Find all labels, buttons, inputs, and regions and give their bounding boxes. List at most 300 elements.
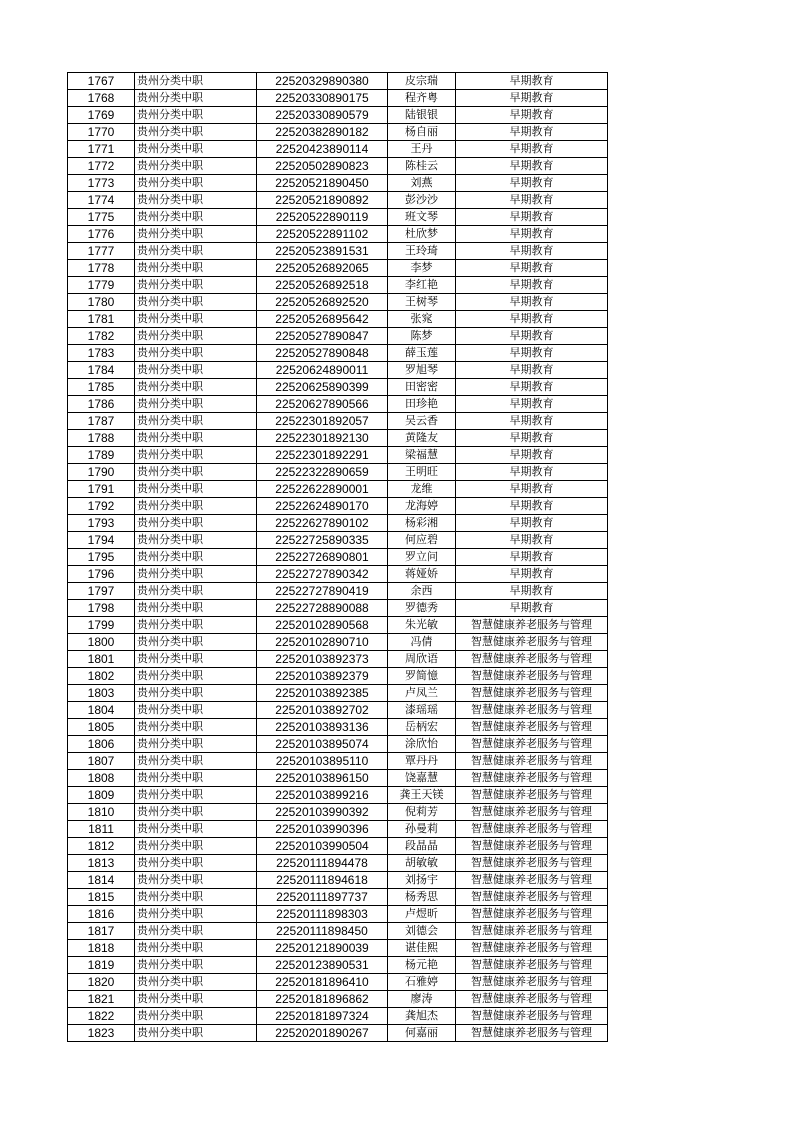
table-row [68, 600, 608, 617]
row-index: 1801 [68, 651, 135, 668]
table-row [68, 872, 608, 889]
exam-number-cell: 22520181897324 [257, 1008, 388, 1025]
row-index: 1770 [68, 124, 135, 141]
table-row [68, 974, 608, 991]
table-row [68, 753, 608, 770]
category-cell: 贵州分类中职 [135, 430, 257, 447]
table-row [68, 889, 608, 906]
student-name-cell: 薛玉莲 [388, 345, 456, 362]
exam-number-cell: 22520502890823 [257, 158, 388, 175]
row-index: 1808 [68, 770, 135, 787]
exam-number-cell: 22520526892518 [257, 277, 388, 294]
table-row [68, 719, 608, 736]
student-name-cell: 杨彩湘 [388, 515, 456, 532]
major-cell: 早期教育 [456, 396, 608, 413]
exam-number-cell: 22520526895642 [257, 311, 388, 328]
row-index: 1806 [68, 736, 135, 753]
student-name-cell: 龚旭杰 [388, 1008, 456, 1025]
exam-number-cell: 22520102890710 [257, 634, 388, 651]
category-cell: 贵州分类中职 [135, 277, 257, 294]
category-cell: 贵州分类中职 [135, 821, 257, 838]
row-index: 1795 [68, 549, 135, 566]
exam-number-cell: 22520522891102 [257, 226, 388, 243]
category-cell: 贵州分类中职 [135, 600, 257, 617]
row-index: 1775 [68, 209, 135, 226]
student-name-cell: 罗旭琴 [388, 362, 456, 379]
category-cell: 贵州分类中职 [135, 158, 257, 175]
major-cell: 早期教育 [456, 447, 608, 464]
category-cell: 贵州分类中职 [135, 413, 257, 430]
table-row [68, 702, 608, 719]
major-cell: 智慧健康养老服务与管理 [456, 838, 608, 855]
category-cell: 贵州分类中职 [135, 634, 257, 651]
major-cell: 智慧健康养老服务与管理 [456, 991, 608, 1008]
student-name-cell: 龙海婷 [388, 498, 456, 515]
student-name-cell: 蒋娅娇 [388, 566, 456, 583]
row-index: 1781 [68, 311, 135, 328]
category-cell: 贵州分类中职 [135, 175, 257, 192]
student-name-cell: 胡敏敏 [388, 855, 456, 872]
major-cell: 智慧健康养老服务与管理 [456, 974, 608, 991]
row-index: 1810 [68, 804, 135, 821]
student-table [67, 72, 608, 1042]
category-cell: 贵州分类中职 [135, 957, 257, 974]
student-name-cell: 周欣语 [388, 651, 456, 668]
student-name-cell: 王树琴 [388, 294, 456, 311]
table-row [68, 192, 608, 209]
major-cell: 智慧健康养老服务与管理 [456, 685, 608, 702]
table-row [68, 566, 608, 583]
row-index: 1769 [68, 107, 135, 124]
row-index: 1811 [68, 821, 135, 838]
row-index: 1820 [68, 974, 135, 991]
exam-number-cell: 22520382890182 [257, 124, 388, 141]
student-name-cell: 龚王天镁 [388, 787, 456, 804]
table-row [68, 73, 608, 90]
category-cell: 贵州分类中职 [135, 617, 257, 634]
exam-number-cell: 22520111894618 [257, 872, 388, 889]
table-row [68, 464, 608, 481]
category-cell: 贵州分类中职 [135, 770, 257, 787]
exam-number-cell: 22520103893136 [257, 719, 388, 736]
row-index: 1789 [68, 447, 135, 464]
table-row [68, 124, 608, 141]
exam-number-cell: 22520103990396 [257, 821, 388, 838]
category-cell: 贵州分类中职 [135, 685, 257, 702]
exam-number-cell: 22520111897737 [257, 889, 388, 906]
row-index: 1799 [68, 617, 135, 634]
exam-number-cell: 22520111894478 [257, 855, 388, 872]
table-row [68, 668, 608, 685]
category-cell: 贵州分类中职 [135, 906, 257, 923]
exam-number-cell: 22520521890450 [257, 175, 388, 192]
category-cell: 贵州分类中职 [135, 311, 257, 328]
category-cell: 贵州分类中职 [135, 141, 257, 158]
major-cell: 早期教育 [456, 413, 608, 430]
table-row [68, 787, 608, 804]
table-row [68, 991, 608, 1008]
student-name-cell: 王明旺 [388, 464, 456, 481]
table-row [68, 209, 608, 226]
table-row [68, 447, 608, 464]
exam-number-cell: 22522727890342 [257, 566, 388, 583]
category-cell: 贵州分类中职 [135, 498, 257, 515]
table-row [68, 532, 608, 549]
table-row [68, 804, 608, 821]
table-row [68, 855, 608, 872]
category-cell: 贵州分类中职 [135, 940, 257, 957]
row-index: 1800 [68, 634, 135, 651]
major-cell: 智慧健康养老服务与管理 [456, 617, 608, 634]
row-index: 1805 [68, 719, 135, 736]
exam-number-cell: 22520526892065 [257, 260, 388, 277]
table-row [68, 396, 608, 413]
table-row [68, 838, 608, 855]
category-cell: 贵州分类中职 [135, 345, 257, 362]
row-index: 1779 [68, 277, 135, 294]
student-name-cell: 杨元艳 [388, 957, 456, 974]
category-cell: 贵州分类中职 [135, 328, 257, 345]
exam-number-cell: 22520103892379 [257, 668, 388, 685]
exam-number-cell: 22522301892130 [257, 430, 388, 447]
row-index: 1778 [68, 260, 135, 277]
exam-number-cell: 22522728890088 [257, 600, 388, 617]
table-row [68, 260, 608, 277]
table-row [68, 175, 608, 192]
table-row [68, 430, 608, 447]
row-index: 1791 [68, 481, 135, 498]
major-cell: 智慧健康养老服务与管理 [456, 957, 608, 974]
exam-number-cell: 22520181896410 [257, 974, 388, 991]
row-index: 1798 [68, 600, 135, 617]
student-name-cell: 段晶晶 [388, 838, 456, 855]
table-row [68, 940, 608, 957]
major-cell: 早期教育 [456, 209, 608, 226]
major-cell: 早期教育 [456, 430, 608, 447]
row-index: 1803 [68, 685, 135, 702]
category-cell: 贵州分类中职 [135, 90, 257, 107]
exam-number-cell: 22522622890001 [257, 481, 388, 498]
row-index: 1815 [68, 889, 135, 906]
major-cell: 早期教育 [456, 90, 608, 107]
category-cell: 贵州分类中职 [135, 991, 257, 1008]
category-cell: 贵州分类中职 [135, 668, 257, 685]
row-index: 1821 [68, 991, 135, 1008]
student-name-cell: 梁福慧 [388, 447, 456, 464]
category-cell: 贵州分类中职 [135, 753, 257, 770]
category-cell: 贵州分类中职 [135, 396, 257, 413]
exam-number-cell: 22522301892291 [257, 447, 388, 464]
exam-number-cell: 22520121890039 [257, 940, 388, 957]
row-index: 1787 [68, 413, 135, 430]
major-cell: 早期教育 [456, 345, 608, 362]
table-row [68, 481, 608, 498]
student-name-cell: 王玲琦 [388, 243, 456, 260]
table-row [68, 90, 608, 107]
category-cell: 贵州分类中职 [135, 464, 257, 481]
major-cell: 早期教育 [456, 583, 608, 600]
major-cell: 智慧健康养老服务与管理 [456, 821, 608, 838]
major-cell: 早期教育 [456, 481, 608, 498]
major-cell: 早期教育 [456, 158, 608, 175]
category-cell: 贵州分类中职 [135, 651, 257, 668]
student-name-cell: 陈梦 [388, 328, 456, 345]
student-name-cell: 龙维 [388, 481, 456, 498]
row-index: 1814 [68, 872, 135, 889]
row-index: 1818 [68, 940, 135, 957]
student-name-cell: 李红艳 [388, 277, 456, 294]
exam-number-cell: 22520123890531 [257, 957, 388, 974]
exam-number-cell: 22520103892385 [257, 685, 388, 702]
row-index: 1807 [68, 753, 135, 770]
student-name-cell: 漆瑶瑶 [388, 702, 456, 719]
exam-number-cell: 22520103895074 [257, 736, 388, 753]
category-cell: 贵州分类中职 [135, 719, 257, 736]
category-cell: 贵州分类中职 [135, 124, 257, 141]
row-index: 1783 [68, 345, 135, 362]
student-name-cell: 孙曼莉 [388, 821, 456, 838]
exam-number-cell: 22520103895110 [257, 753, 388, 770]
category-cell: 贵州分类中职 [135, 226, 257, 243]
major-cell: 早期教育 [456, 107, 608, 124]
student-name-cell: 廖涛 [388, 991, 456, 1008]
exam-number-cell: 22520103990504 [257, 838, 388, 855]
student-name-cell: 杜欣梦 [388, 226, 456, 243]
major-cell: 智慧健康养老服务与管理 [456, 719, 608, 736]
student-name-cell: 杨自丽 [388, 124, 456, 141]
table-row [68, 328, 608, 345]
category-cell: 贵州分类中职 [135, 481, 257, 498]
major-cell: 早期教育 [456, 277, 608, 294]
major-cell: 早期教育 [456, 464, 608, 481]
exam-number-cell: 22520329890380 [257, 73, 388, 90]
row-index: 1816 [68, 906, 135, 923]
student-name-cell: 杨秀思 [388, 889, 456, 906]
table-row [68, 634, 608, 651]
student-name-cell: 饶嘉慧 [388, 770, 456, 787]
table-row [68, 736, 608, 753]
category-cell: 贵州分类中职 [135, 73, 257, 90]
major-cell: 智慧健康养老服务与管理 [456, 804, 608, 821]
student-name-cell: 朱光敏 [388, 617, 456, 634]
major-cell: 智慧健康养老服务与管理 [456, 736, 608, 753]
major-cell: 智慧健康养老服务与管理 [456, 872, 608, 889]
major-cell: 早期教育 [456, 379, 608, 396]
student-name-cell: 覃丹丹 [388, 753, 456, 770]
category-cell: 贵州分类中职 [135, 515, 257, 532]
student-name-cell: 刘燕 [388, 175, 456, 192]
student-name-cell: 涂欣怡 [388, 736, 456, 753]
student-name-cell: 田密密 [388, 379, 456, 396]
student-name-cell: 余西 [388, 583, 456, 600]
exam-number-cell: 22520625890399 [257, 379, 388, 396]
category-cell: 贵州分类中职 [135, 294, 257, 311]
category-cell: 贵州分类中职 [135, 243, 257, 260]
row-index: 1780 [68, 294, 135, 311]
table-row [68, 141, 608, 158]
row-index: 1785 [68, 379, 135, 396]
row-index: 1792 [68, 498, 135, 515]
student-name-cell: 岳柄宏 [388, 719, 456, 736]
category-cell: 贵州分类中职 [135, 804, 257, 821]
category-cell: 贵州分类中职 [135, 855, 257, 872]
table-row [68, 277, 608, 294]
row-index: 1777 [68, 243, 135, 260]
exam-number-cell: 22520526892520 [257, 294, 388, 311]
major-cell: 智慧健康养老服务与管理 [456, 634, 608, 651]
exam-number-cell: 22520103896150 [257, 770, 388, 787]
student-name-cell: 彭沙沙 [388, 192, 456, 209]
category-cell: 贵州分类中职 [135, 260, 257, 277]
table-row [68, 345, 608, 362]
exam-number-cell: 22522624890170 [257, 498, 388, 515]
major-cell: 智慧健康养老服务与管理 [456, 1025, 608, 1042]
table-row [68, 821, 608, 838]
major-cell: 早期教育 [456, 124, 608, 141]
row-index: 1796 [68, 566, 135, 583]
major-cell: 智慧健康养老服务与管理 [456, 940, 608, 957]
exam-number-cell: 22520330890579 [257, 107, 388, 124]
exam-number-cell: 22520181896862 [257, 991, 388, 1008]
category-cell: 贵州分类中职 [135, 702, 257, 719]
exam-number-cell: 22520624890011 [257, 362, 388, 379]
category-cell: 贵州分类中职 [135, 209, 257, 226]
major-cell: 早期教育 [456, 192, 608, 209]
student-name-cell: 罗简憶 [388, 668, 456, 685]
table-row [68, 583, 608, 600]
exam-number-cell: 22522727890419 [257, 583, 388, 600]
exam-number-cell: 22522725890335 [257, 532, 388, 549]
table-row [68, 651, 608, 668]
major-cell: 早期教育 [456, 362, 608, 379]
student-name-cell: 黄隆友 [388, 430, 456, 447]
major-cell: 早期教育 [456, 294, 608, 311]
student-name-cell: 陆银银 [388, 107, 456, 124]
table-row [68, 311, 608, 328]
student-name-cell: 张窕 [388, 311, 456, 328]
student-name-cell: 李梦 [388, 260, 456, 277]
category-cell: 贵州分类中职 [135, 1008, 257, 1025]
major-cell: 早期教育 [456, 549, 608, 566]
exam-number-cell: 22520330890175 [257, 90, 388, 107]
category-cell: 贵州分类中职 [135, 379, 257, 396]
row-index: 1823 [68, 1025, 135, 1042]
major-cell: 智慧健康养老服务与管理 [456, 923, 608, 940]
major-cell: 早期教育 [456, 73, 608, 90]
exam-number-cell: 22520103892373 [257, 651, 388, 668]
student-name-cell: 田珍艳 [388, 396, 456, 413]
row-index: 1812 [68, 838, 135, 855]
exam-number-cell: 22522726890801 [257, 549, 388, 566]
table-row [68, 906, 608, 923]
row-index: 1797 [68, 583, 135, 600]
row-index: 1809 [68, 787, 135, 804]
major-cell: 早期教育 [456, 600, 608, 617]
category-cell: 贵州分类中职 [135, 736, 257, 753]
student-name-cell: 刘德会 [388, 923, 456, 940]
student-name-cell: 班文琴 [388, 209, 456, 226]
exam-number-cell: 22520103990392 [257, 804, 388, 821]
major-cell: 智慧健康养老服务与管理 [456, 787, 608, 804]
exam-number-cell: 22522322890659 [257, 464, 388, 481]
category-cell: 贵州分类中职 [135, 549, 257, 566]
exam-number-cell: 22522301892057 [257, 413, 388, 430]
row-index: 1772 [68, 158, 135, 175]
major-cell: 早期教育 [456, 498, 608, 515]
category-cell: 贵州分类中职 [135, 566, 257, 583]
major-cell: 智慧健康养老服务与管理 [456, 1008, 608, 1025]
row-index: 1822 [68, 1008, 135, 1025]
major-cell: 智慧健康养老服务与管理 [456, 651, 608, 668]
row-index: 1793 [68, 515, 135, 532]
student-name-cell: 罗立问 [388, 549, 456, 566]
table-row [68, 243, 608, 260]
table-row [68, 413, 608, 430]
major-cell: 智慧健康养老服务与管理 [456, 770, 608, 787]
category-cell: 贵州分类中职 [135, 583, 257, 600]
category-cell: 贵州分类中职 [135, 362, 257, 379]
row-index: 1768 [68, 90, 135, 107]
major-cell: 早期教育 [456, 566, 608, 583]
student-name-cell: 谌佳熙 [388, 940, 456, 957]
row-index: 1813 [68, 855, 135, 872]
category-cell: 贵州分类中职 [135, 872, 257, 889]
exam-number-cell: 22520201890267 [257, 1025, 388, 1042]
student-name-cell: 何应碧 [388, 532, 456, 549]
major-cell: 早期教育 [456, 515, 608, 532]
exam-number-cell: 22520103892702 [257, 702, 388, 719]
major-cell: 智慧健康养老服务与管理 [456, 668, 608, 685]
table-row [68, 770, 608, 787]
exam-number-cell: 22520527890847 [257, 328, 388, 345]
table-row [68, 1008, 608, 1025]
row-index: 1767 [68, 73, 135, 90]
category-cell: 贵州分类中职 [135, 838, 257, 855]
row-index: 1774 [68, 192, 135, 209]
exam-number-cell: 22520423890114 [257, 141, 388, 158]
student-name-cell: 吴云香 [388, 413, 456, 430]
major-cell: 早期教育 [456, 141, 608, 158]
exam-number-cell: 22520111898303 [257, 906, 388, 923]
student-name-cell: 何嘉丽 [388, 1025, 456, 1042]
student-name-cell: 刘扬宇 [388, 872, 456, 889]
row-index: 1819 [68, 957, 135, 974]
category-cell: 贵州分类中职 [135, 532, 257, 549]
table-row [68, 226, 608, 243]
student-name-cell: 卢煜昕 [388, 906, 456, 923]
student-name-cell: 罗德秀 [388, 600, 456, 617]
category-cell: 贵州分类中职 [135, 974, 257, 991]
table-row [68, 549, 608, 566]
exam-number-cell: 22520521890892 [257, 192, 388, 209]
exam-number-cell: 22520523891531 [257, 243, 388, 260]
exam-number-cell: 22520627890566 [257, 396, 388, 413]
row-index: 1784 [68, 362, 135, 379]
exam-number-cell: 22520111898450 [257, 923, 388, 940]
exam-number-cell: 22522627890102 [257, 515, 388, 532]
major-cell: 早期教育 [456, 328, 608, 345]
student-name-cell: 冯倩 [388, 634, 456, 651]
student-name-cell: 皮宗瑞 [388, 73, 456, 90]
student-table-body [68, 73, 608, 1042]
category-cell: 贵州分类中职 [135, 889, 257, 906]
table-row [68, 957, 608, 974]
major-cell: 智慧健康养老服务与管理 [456, 889, 608, 906]
row-index: 1817 [68, 923, 135, 940]
exam-number-cell: 22520103899216 [257, 787, 388, 804]
row-index: 1776 [68, 226, 135, 243]
row-index: 1788 [68, 430, 135, 447]
